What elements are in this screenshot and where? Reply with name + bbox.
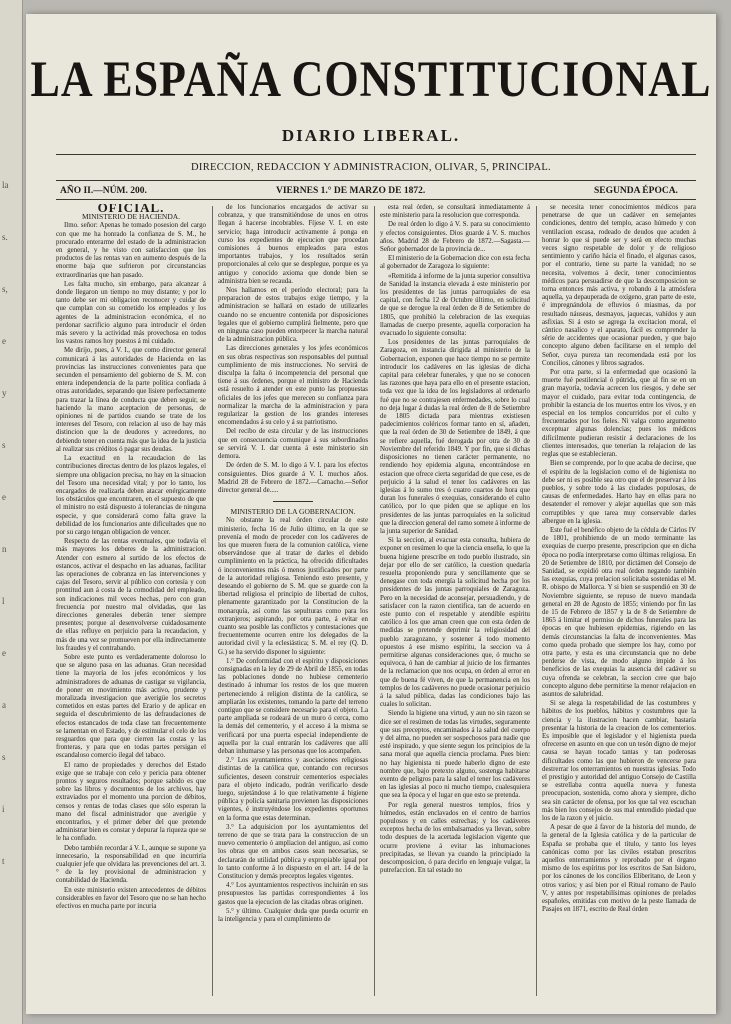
hacienda-cont-paragraph: Nos hallamos en el período electoral; para la preparacion de estos trabajos exige tiempo, y la administracion se hallará en estado de utilizarles cuando no se encuentre contenida por disposiciones legales que el gobierno cumplirá fielmente, pero que en ninguna caso pueden entorpecer la marcha natural de la administracion pública. xyxy=(218,287,368,344)
gobernacion-cont-paragraph: Si la seccion, al evacuar esta consulta, hubiera de exponer en resúmen lo que la ciencia enseña, lo que la buena higiene prescribe en todo pueblo ilustrado, sin dejar por ello de ser católico, la cuestion quedaría resuelta proponiendo pura y sencillamente que se denegase con toda energía la solicitud hecha por los presidentes de las juntas parroquiales de Zaragoza. Pero en la necesidad de aconsejar, persuadiendo, y de satisfacer con la razon científica, tan de acuerdo en este punto con el respetable y atendible espíritu católico á los que aman creen que con esta órden de medidas se pretende deprimir la religiosidad del pueblo zaragozano, y sostener á todo momento opuestos á ese mismo espíritu, la seccion va á permitirse algunas consideraciones que, ó mucho se equivoca, ó han de cambiar al juicio de los firmantes de la reclamacion que nos ocupa, en órden al error en que de buena fé viven, de que la permanencia en los templos de los cadáveres no puede ocasionar perjuicio á la salud pública, dadas las condiciones bajo las cuales lo solicitan. xyxy=(380,537,530,709)
hacienda-paragraph: Respecto de las rentas eventuales, que todavía el más mayores los deberes de la administracion. Atender con esmero al surtido de los efectos de estancos, activar el despacho en las aduanas, facilitar las operaciones de cobranza en las intervenciones y cajas del Tesoro, servir al público con cortesía y con prontitud aun á costa de la comodidad del empleado, son indicaciones mil veces hechas, pero con gran frecuencia por nuestro mal olvidadas, que las direcciones generales deberán tener siempre presentes; porque al desenvolverse cuidadosamente de ellas refluye en perjuicio para la recaudacion, y más de una vez se promueven por ella indirectamente los fraudes y el contrabando. xyxy=(56,538,206,652)
margin-fragment: a xyxy=(2,700,6,710)
issue-epoch: SEGUNDA ÉPOCA. xyxy=(594,186,678,196)
gobernacion-paragraph: 1.° De conformidad con el espíritu y disposiciones consignadas en la ley de 29 de Abril de 1855, en todas las poblaciones donde no hubiese cementerio destinado á inhumar los restos de los que mueren perteneciendo á religion distinta de la católica, se ampliarán los existentes, tomando la parte del terreno contiguo que se considere necesario para el objeto. La parte ampliada se rodeará de un muro ó cerca, como la demás del cementerio, y el acceso á la misma se verificará por una puerta especial independiente de aquella por la cual entrarán los cadáveres que allí deban inhumarse y las personas que los acompañen. xyxy=(218,657,368,755)
gobernacion-cont-paragraph: De real órden lo digo á V. S. para su conocimiento y efectos consiguientes. Dios guarde á V. S. muchos años. Madrid 28 de Febrero de 1872.—Sagasta.—Señor gobernador de la provincia de... xyxy=(380,221,530,254)
column-separator-1 xyxy=(212,206,213,996)
sanidad-paragraph: Por otra parte, si la enfermedad que ocasionó la muerte fué pestilencial ó pútrida, que al fin se en un gran mayoría, todavía acrecen los riesgos, y dehe ser mayor el cuidado, para evitar toda contingencia, de prohibir la estancia de los muertos entre los vivos, y en especial en los templos concurridos por el culto y frecuentados por los fieles. Ni valga como argumento exceptuar algunas dolencias; pues los médicos difícilmente pudieran resistir á declaraciones de los clientes interesados, que tenerían la relajacion de las reglas que se establecieran. xyxy=(542,369,696,459)
sanidad-paragraph: Si se alega la respetabilidad de las costumbres y hábitos de los pueblos, hábitos y costumbres que la ciencia y la ilustracion hacen cambiar, bastaría presentar la historia de la creacion de los cementerios. Es imposible que el legislador y el higienista pueda ofrecerse en asunto en que con un tesón digno de mejor causa se hayan tocado tantas y tan poderosas dificultades como las que hubieron de vencerse para destrerrar los enterramientos en nuestras iglesias. Todo el prestigio y autoridad del antiguo Consejo de Castilla se estrellaba contra aquella nueva y funesta preocupacion, sostenida, como ahora y siempre, dicho sea sin carácter de ofensa, por los que tal vez escuchan más bien los consejos de sus mal entendido piedad que los de la razon y el juicio. xyxy=(542,700,696,823)
sanidad-paragraph: se necesita tener conocimientos médicos para penetrarse de que un cadáver en semejantes condiciones, dentro del templo, acaso húmedo y con ventilacion escasa, rodeado de deudos que acuden á honrar lo que si puede ser y será en efecto muchas veces signo respetable de dolor y de religioso sentimiento y cariño hácia el finado, el algunas casos, por el contrario, tiene su parte la vanidad; no se necesita, volvemos á decir, tener conocimientos médicos para persuadirse de que la descomposicion se torna entonces más activa, y robando á la atmósfera aquella, ya depauperada de oxígeno, gran parte de este, é impregnándola de efluvios ó miasmas, da por resultado náuseas, desmayos, jaquecas, vahídos y aun asfixias. Si á esto se agrega la excitacion moral, el cántico nasalico y el aparato, fácil es comprender la série de accidentes que ocasionar pueden, y que bajo concepto alguno deben facilitarse en el templo del Señor, cuya pureza tan recomendada está por los Concilios, cánones y libros sagrados. xyxy=(542,204,696,367)
column-3-body xyxy=(380,204,530,875)
hacienda-paragraph: En este ministerio existen antecedentes de débitos considerables en favor del Tesoro que no se han hecho efectivos en mucha parte por incuria xyxy=(56,886,206,911)
article-divider xyxy=(273,501,313,502)
issue-date: VIERNES 1.° DE MARZO DE 1872. xyxy=(276,186,426,196)
column-2-body-gobernacion xyxy=(218,517,368,924)
gobernacion-paragraph: 5.° y último. Cualquier duda que pueda ocurrir en la inteligencia y para el cumplimiento de xyxy=(218,907,368,924)
gobernacion-paragraph: 3.° La adquisicion por los ayuntamientos del terreno de que se trata para la construccion de un nuevo cementerio ó ampliacion del antiguo, así como los obras que en ambos casos sean necesarias, se declararán de utilidad pública y expropiable igual por lo tanto conforme á lo dispuesto en el art. 14 de la Constitucion y demás preceptos legales vigentes. xyxy=(218,823,368,881)
margin-fragment: s xyxy=(2,752,6,762)
margin-fragment: l xyxy=(2,596,5,606)
margin-fragment: s xyxy=(2,440,6,450)
masthead-address: DIRECCION, REDACCION Y ADMINISTRACION, OLIVAR, 5, PRINCIPAL. xyxy=(191,162,551,173)
margin-fragment: i xyxy=(2,804,5,814)
header-rule-top xyxy=(56,154,696,155)
hacienda-paragraph: Debo también recordar á V. I., aunque se supone ya innecesario, la responsabilidad en que incurriría cualquier jefe que olvidara las prevenciones del art. 3.° de la ley provisional de administracion y contabilidad de Hacienda. xyxy=(56,844,206,885)
gobernacion-cont-paragraph: Por regla general nuestros templos, frios y húmedos, están enclavados en el centro de barrios populosos y en calles estrechas; y los cadáveres exceptos hecha de los embalsamados ya llevan, sobre todo despues de la acertada legislacion vigente que ocurre proviene á evitar las inhumaciones precipitadas, se llevan ya cuando la principiado la descomposicion, ó para decirlo en lenguaje vulgar, la putrefaccion. En tal estado no xyxy=(380,801,530,875)
column-3 xyxy=(380,204,530,1004)
margin-fragment: t xyxy=(2,856,5,866)
masthead-title: LA ESPAÑA CONSTITUCIONAL xyxy=(30,51,712,108)
sanidad-paragraph: Bien se comprende, por lo que acaba de decirse, que el espíritu de la legislacion como el de higienista no debe ser ni es posible sea otro que el de preservar á los pueblos, y sobre todo á las ciudades populosas, de causas de enfermedades. Harto hay en ellas para no desatender el remover y alejar aquellas que son más corruptibles y que tarea muy conservable darles albergue en la iglesia. xyxy=(542,460,696,525)
margin-fragment: n xyxy=(2,544,7,554)
hacienda-paragraph: Les falta mucho, sin embargo, para alcanzar á donde llegaron un tiempo no muy distante; y por lo tanto debe ser mi obligacion reconocer y cuidar de que cumplan con su cometido los empleados y los agentes de la administracion económica, el no perdonar sacrificio alguno para introducir el órden más severo y la actividad más provechosa en todos los vastos ramos hoy puestos á mi cuidado. xyxy=(56,280,206,346)
gobernacion-paragraph: No obstante la real órden circular de este ministerio, fecha 16 de Julio último, en la que se prevenía el modo de proceder con los cadáveres de los que mueren fuera de la comunion católica, viene observándose que al tratar de darles el debido cumplimiento en la práctica, ha ofrecido dificultades ó inconvenientes más ó menos justificados por parte de la autoridad religiosa. Teniendo esto presente, y deseando el gobierno de S. M. que se guarde con la libertad religiosa el principio de libertad de cultos, plenamente garantizado por la Constitucion de la monarquía, así como las sepulturas como para los extranjeros; aspirando, por otra parte, á evitar en cuanto sea posible las conflictos y contestaciones que frecuentemente ocurren entre los delegados de la autoridad civil y la eclesiástica; S. M. el rey (Q. D. G.) se ha servido disponer lo siguiente: xyxy=(218,517,368,656)
column-2-body xyxy=(218,204,368,495)
margin-fragment: e xyxy=(2,648,6,658)
margin-fragment: la xyxy=(2,180,9,190)
column-separator-2 xyxy=(374,206,375,996)
hacienda-cont-paragraph: Las direcciones generales y los jefes económicos en sus obras respectivas son responsables del puntual cumplimiento de mis instrucciones. No servirá de disculpa la falta ó incompetencia del personal que tiene á sus órdenes, porque el ministro de Hacienda está resuelto á atender en este punto las propuestas oficiales de los jefes que merecen su confianza para normalizar la marcha de la administracion y para regularizar la gestion de los grandes intereses encomendados á su celo y á su patriotismo. xyxy=(218,345,368,427)
column-1-body xyxy=(56,222,206,911)
sanidad-paragraph: A pesar de que á favor de la historia del mundo, de la general de la Iglesia católica y de la particular de España se probaba que el título, y tanto los leyes canónicas como por las civiles estaban prescritos aquellos enterramientos y reprobado por el órgano mismo de los espíritus por los escritos de San Isidoro, por los cánones de los concilios Eliberitano, de Leon y otros varios; y así bien por el Ritual romano de Paulo V, y antes por respetabilísimas opiniones de prelados españoles, emitidas con motivo de la peste llamada de Pasajes en 1871, escrito de Real órden xyxy=(542,824,696,914)
column-4 xyxy=(542,204,696,1004)
gobernacion-cont-paragraph: «Remitida á informe de la junta superior consultiva de Sanidad la instancia elevada á este ministerio por los presidentes de las juntas parroquiales de esa capital, con fecha 12 de Octubre último, en solicitud de que se derogue la real órden de 8 de Setiembre de 1805, que prohibió la celebracion de las exequias llamadas de cuerpo presente, aquella corporacion ha evacuado lo siguiente consulta: xyxy=(380,272,530,338)
section-heading-oficial: OFICIAL. xyxy=(97,204,165,215)
margin-fragment: e xyxy=(2,336,6,346)
gobernacion-cont-paragraph: El ministerio de la Gobernacion dice con esta fecha al gobernador de Zaragoza lo siguiente: xyxy=(380,255,530,271)
gobernacion-cont-paragraph: Los presidentes de las juntas parroquiales de Zaragoza, en instancia dirigida al ministerio de la Gobernacion, exponen que hace tiempo no se permite introducir los cadáveres en las iglesias de dicha capital para celebrar funerales, y que no se conocen las razones que haya para ello en el presente estacion, toda vez que la idea de los legisladores al ordenarlo fué que no se contrajesen enfermedades, sobre lo cual no deja lugar á dudas la real órden de 8 de Setiembre de 1805 dictada para mientras existiesen padecimientos coléricos formar tanto en sí, añaden, que la real órden de 30 de Setiembre de 1849, á que se refiere aquella, fué derogada por otra de 30 de Noviembre del referido 1849. Y por fin, que si dichas disposiciones no tienen carácter permanente, no rendiendo hoy epidemia alguna, encontrándose en estacion que ofrece cierta seguridad de que cese, es de perjuicio á la salud el tener los cadáveres en las iglesias á lo sumo tres ó cuatro cuartos de hora que duran los funerales ó exequias, considerando el culto católico, por lo que piden que se aplique en los presidentes de las juntas parroquiales en la solicitud que la direccion general del ramo somete á informe de la junta superior de Sanidad. xyxy=(380,339,530,535)
column-separator-3 xyxy=(536,206,537,996)
margin-fragment: s. xyxy=(2,232,8,242)
column-1 xyxy=(56,204,206,1004)
hacienda-paragraph: Sobre este punto es verdaderamente doloroso lo que se alguno pasa en las aduanas. Gran necesidad tiene la mayoría de los jefes económicos y los administradores de aduanas de castigar su vigilancia, de poner en movimiento más activo, prudente y moralizada investigacion que averigüe los secretos cometidos en estas partes del Erario y de aplicar en seguida el descubrimiento de las defraudaciones de efectos estancados de toda clase tan frecuentemente se lamentan en el Estado, y de estimular el celo de los resguardos que para que cierren las costas y las fronteras, y para que en todas partes persigan el escandaloso comercio ilegal del tabaco. xyxy=(56,653,206,760)
hacienda-paragraph: Ilmo. señor: Apenas he tomado posesion del cargo con que me ha honrado la confianza de S. M., he procurado enterarme del estado de la administracion en general, y he visto con satisfaccion que los productos de las rentas van en aumento después de la enorme baja que sufrieron por circunstancias extraordinarias que han pasado. xyxy=(56,222,206,279)
column-4-body xyxy=(542,204,696,914)
ministry-heading-gobernacion: MINISTERIO DE LA GOBERNACION. xyxy=(230,507,356,517)
hacienda-cont-paragraph: Del recibo de esta circular y de las instrucciones que en consecuencia comunique á sus subordinados se servirá V. I. dar cuenta á este ministerio sin demora. xyxy=(218,428,368,461)
ministry-heading-hacienda: MINISTERIO DE HACIENDA. xyxy=(81,212,181,222)
hacienda-cont-paragraph: De órden de S. M. lo digo á V. I. para los efectos consiguientes. Dios guarde á V. I. muchos años. Madrid 28 de Febrero de 1872.—Camacho.—Señor director general de..... xyxy=(218,462,368,494)
hacienda-paragraph: Me dirijo, pues, á V. I., que como director general comunicará á las autoridades de Hacienda en las provincias las instrucciones convenientes para que secunden el pensamiento del gobierno de S. M. con entera independencia de la parte política confiada á otras autoridades, separando que lisiere perfectamente para trazar la línea de conducta que deben seguir, se haciendo la mano aceptacion de personas, de opiniones ni de partidos cuando se trate de los intereses del Tesoro, con relacion al uso de hay más distincion que la de deudores y acreedores, no debiendo tener en cuenta más que la idea de la justicia al realizar sus créditos ó pagar sus deudas. xyxy=(56,347,206,453)
hacienda-cont-paragraph: de los funcionarios encargados de activar su cobranza, y que transmitiéndose de unos en otros llegan á hacerse incobrables. Fíjese V. I. en este servicio; haga introducir activamente á ponga en curso los expedientes de ejecucion que procedan comisiones á buenos empleados para estos importantes trabajos, y los resultados serán proporcionales al celo que se desplegue, porque es ya antiguo y conocido axioma que donde bien se administra bien se recauda. xyxy=(218,204,368,285)
newspaper-page xyxy=(26,14,716,1014)
adjacent-page-strip xyxy=(0,0,23,1024)
hacienda-paragraph: La exactitud en la recaudacion de las contribuciones directas dentro de los plazos legales, el siempre una obligacion precisa, no hay en la situacion del Tesoro una necesidad vital; y por lo tanto, los encargados de realizarla deben atacar enérgicamente los obstáculos que encontraren, en el supuesto de que el ministro no está dispuesto á tolerancias de ninguna especie, y que considerará como falta grave la debilidad de los funcionarios ante dificultades que no por su cargo tengan obligacion de vencer. xyxy=(56,455,206,536)
issue-number: AÑO II.—NÚM. 200. xyxy=(60,186,147,196)
header-rule-mid xyxy=(56,180,696,181)
gobernacion-cont-paragraph: esta real órden, se consultará inmediatamente á este ministerio para la resolucion que corresponda. xyxy=(380,204,530,220)
column-2 xyxy=(218,204,368,1004)
gobernacion-paragraph: 2.° Los ayuntamientos y asociaciones religiosas distintas de la católica que, contando con recursos suficientes, deseen construir cementerios especiales para el objeto indicado, podrán verificarlo desde luego, sujetándose á lo que relativamente á higiene pública y policía sanitaria previenen las disposiciones vigentes, é instruyéndose los expedientes oportunos en la forma que estas determinan. xyxy=(218,757,368,822)
gobernacion-paragraph: 4.° Los ayuntamientos respectivos incluirán en sus presupuestos las partidas correspondientes á los gastos que la ejecucion de las citadas obras originen. xyxy=(218,882,368,906)
sanidad-paragraph: Este fué el benéfico objeto de la cédula de Cárlos IV de 1801, prohibiendo de un modo terminante las exequias de cuerpo presente, prescripcion que en dicha época no podía interpretarse como últimas religiosa. En 20 de Setiembre de 1810, por dictámen del Consejo de Sanidad, se expidió otra real órden negando también las exequias, cuya prelacion solicitaba sostenidas el M. R. obispo de Mallorca. Y si bien se suspendió en 30 de Noviembre siguiente, se repuso de nuevo mandada general en 28 de Agosto de 1855; viniendo por fin las de 15 de Febrero de 1857 y la de 8 de Setiembre de 1865 á limitar el permiso de dichos funerales para las épocas en que hubiesen epidemias, rigiendo en las demás circunstancias la falta de inconvenientes. Mas como queda probado que siempre los hay, como por otra parte, y esta es una circunstancia que no debe perderse de vista, de modo alguno impide á los beneficios de las exequias la ausencia del cadáver su cuya ofrenda se celebran, la seccion cree que bajo concepto alguno debe permitirse la menor relajacion en asuntos de salubridad. xyxy=(542,526,696,698)
header-rule-bottom xyxy=(56,199,696,200)
margin-fragment: s, xyxy=(2,284,8,294)
margin-fragment: e xyxy=(2,492,6,502)
margin-fragment: y xyxy=(2,388,7,398)
hacienda-paragraph: El ramo de propiedades y derechos del Estado exige que se trabaje con celo y pericia para obtener prontos y seguros resultados; porque sabido es que sobre las libros y documentos de los archivos, hay extraviados por el momento una porcion de débitos, censos y rentas de todas clases que sólo esperan la mano del fiscal administrador que averigüe y encontrarlos, y el primer deber del que pretende administrar bien es constar y depurar la riqueza que se le ha confiado. xyxy=(56,761,206,843)
masthead-subtitle: DIARIO LIBERAL. xyxy=(281,126,461,145)
gobernacion-cont-paragraph: Siendo la higiene una virtud, y aun no sin razon se dice ser el resúmen de todas las virtudes, seguramente que sus preceptos, encaminados á la salud del cuerpo y del alma, no pueden ser sospechosos para nadie que esté inspirado, y que siente segun los principios de la sana moral que aquella ciencia proclama. Pues bien: no hay higienista ni puede haberlo digno de este nombre que, bajo pretexto alguno, sostenga habitarse exento de peligros para la salud el tener los cadáveres en las iglesias al poco ni mucho tiempo, cualesquiera que sea la época y el lugar en que esto se pretenda. xyxy=(380,710,530,800)
